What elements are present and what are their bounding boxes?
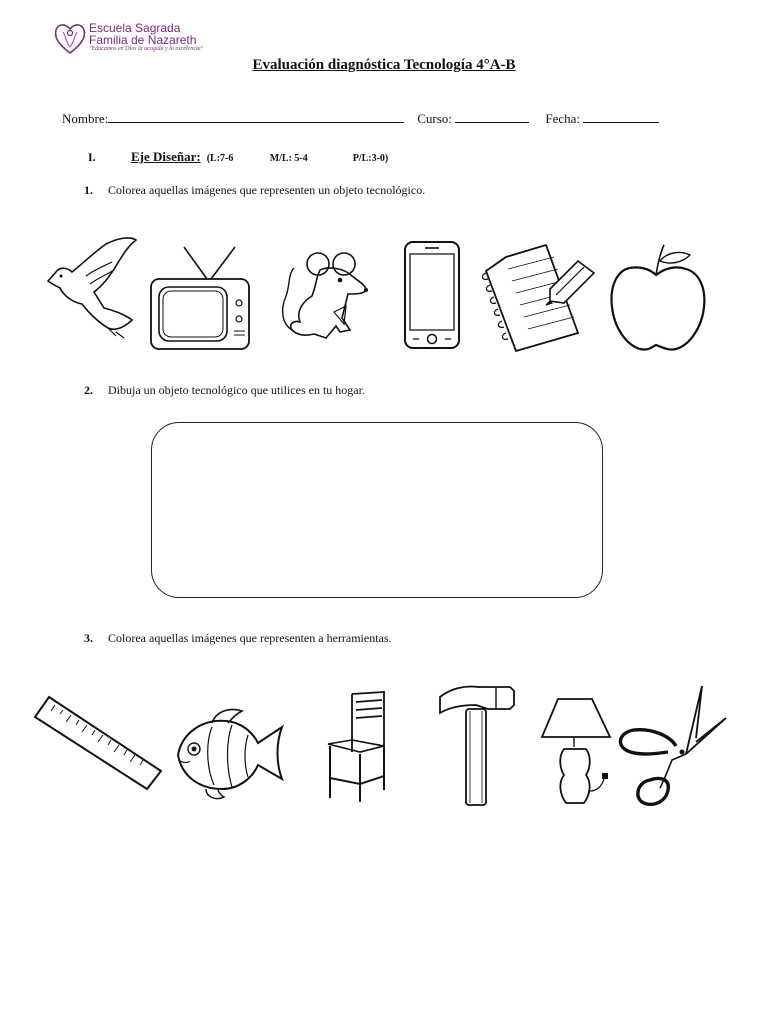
- name-line[interactable]: [108, 110, 404, 123]
- chair-icon[interactable]: [326, 690, 386, 804]
- school-name-line2: Familia de Nazareth: [89, 33, 197, 47]
- dove-icon[interactable]: [46, 236, 138, 341]
- question-1-text: Colorea aquellas imágenes que representen un objeto tecnológico.: [108, 183, 426, 197]
- hammer-icon[interactable]: [436, 683, 516, 807]
- lamp-icon[interactable]: [540, 695, 614, 809]
- fish-icon[interactable]: [172, 705, 286, 803]
- student-fields: [62, 110, 659, 127]
- drawing-area[interactable]: [151, 422, 603, 598]
- date-line[interactable]: [583, 110, 659, 123]
- question-3: [84, 631, 392, 646]
- question-2-number: 2.: [84, 383, 93, 397]
- school-crest-icon: [52, 20, 88, 56]
- notebook-pencil-icon[interactable]: [480, 243, 596, 353]
- tv-icon[interactable]: [149, 245, 253, 353]
- question-1: [84, 183, 425, 198]
- course-label: Curso:: [417, 111, 452, 126]
- date-label: Fecha:: [545, 111, 581, 126]
- school-logo: [52, 20, 252, 60]
- question-3-text: Colorea aquellas imágenes que representen a herramientas.: [108, 631, 392, 645]
- scissors-icon[interactable]: [616, 684, 728, 808]
- score-l: (L:7-6: [206, 153, 234, 164]
- question-1-number: 1.: [84, 183, 93, 197]
- section-title: Eje Diseñar:: [131, 149, 201, 164]
- question-2: [84, 383, 365, 398]
- ruler-icon[interactable]: [33, 695, 163, 791]
- section-header: [88, 149, 388, 165]
- name-label: Nombre:: [62, 111, 109, 126]
- mouse-icon[interactable]: [278, 250, 370, 342]
- score-ml: M/L: 5-4: [269, 153, 308, 164]
- school-motto: "Educamos en Dios la acogida y la excelencia": [89, 46, 204, 52]
- score-pl: P/L:3-0): [352, 153, 389, 164]
- page-title: Evaluación diagnóstica Tecnología 4°A-B: [252, 57, 516, 73]
- apple-icon[interactable]: [608, 243, 706, 353]
- section-number: I.: [88, 150, 96, 164]
- smartphone-icon[interactable]: [403, 240, 461, 350]
- school-name-line1: Escuela Sagrada: [89, 21, 181, 35]
- question-2-text: Dibuja un objeto tecnológico que utilices en tu hogar.: [108, 383, 365, 397]
- question-3-number: 3.: [84, 631, 93, 645]
- course-line[interactable]: [455, 110, 529, 123]
- school-name: [89, 22, 196, 46]
